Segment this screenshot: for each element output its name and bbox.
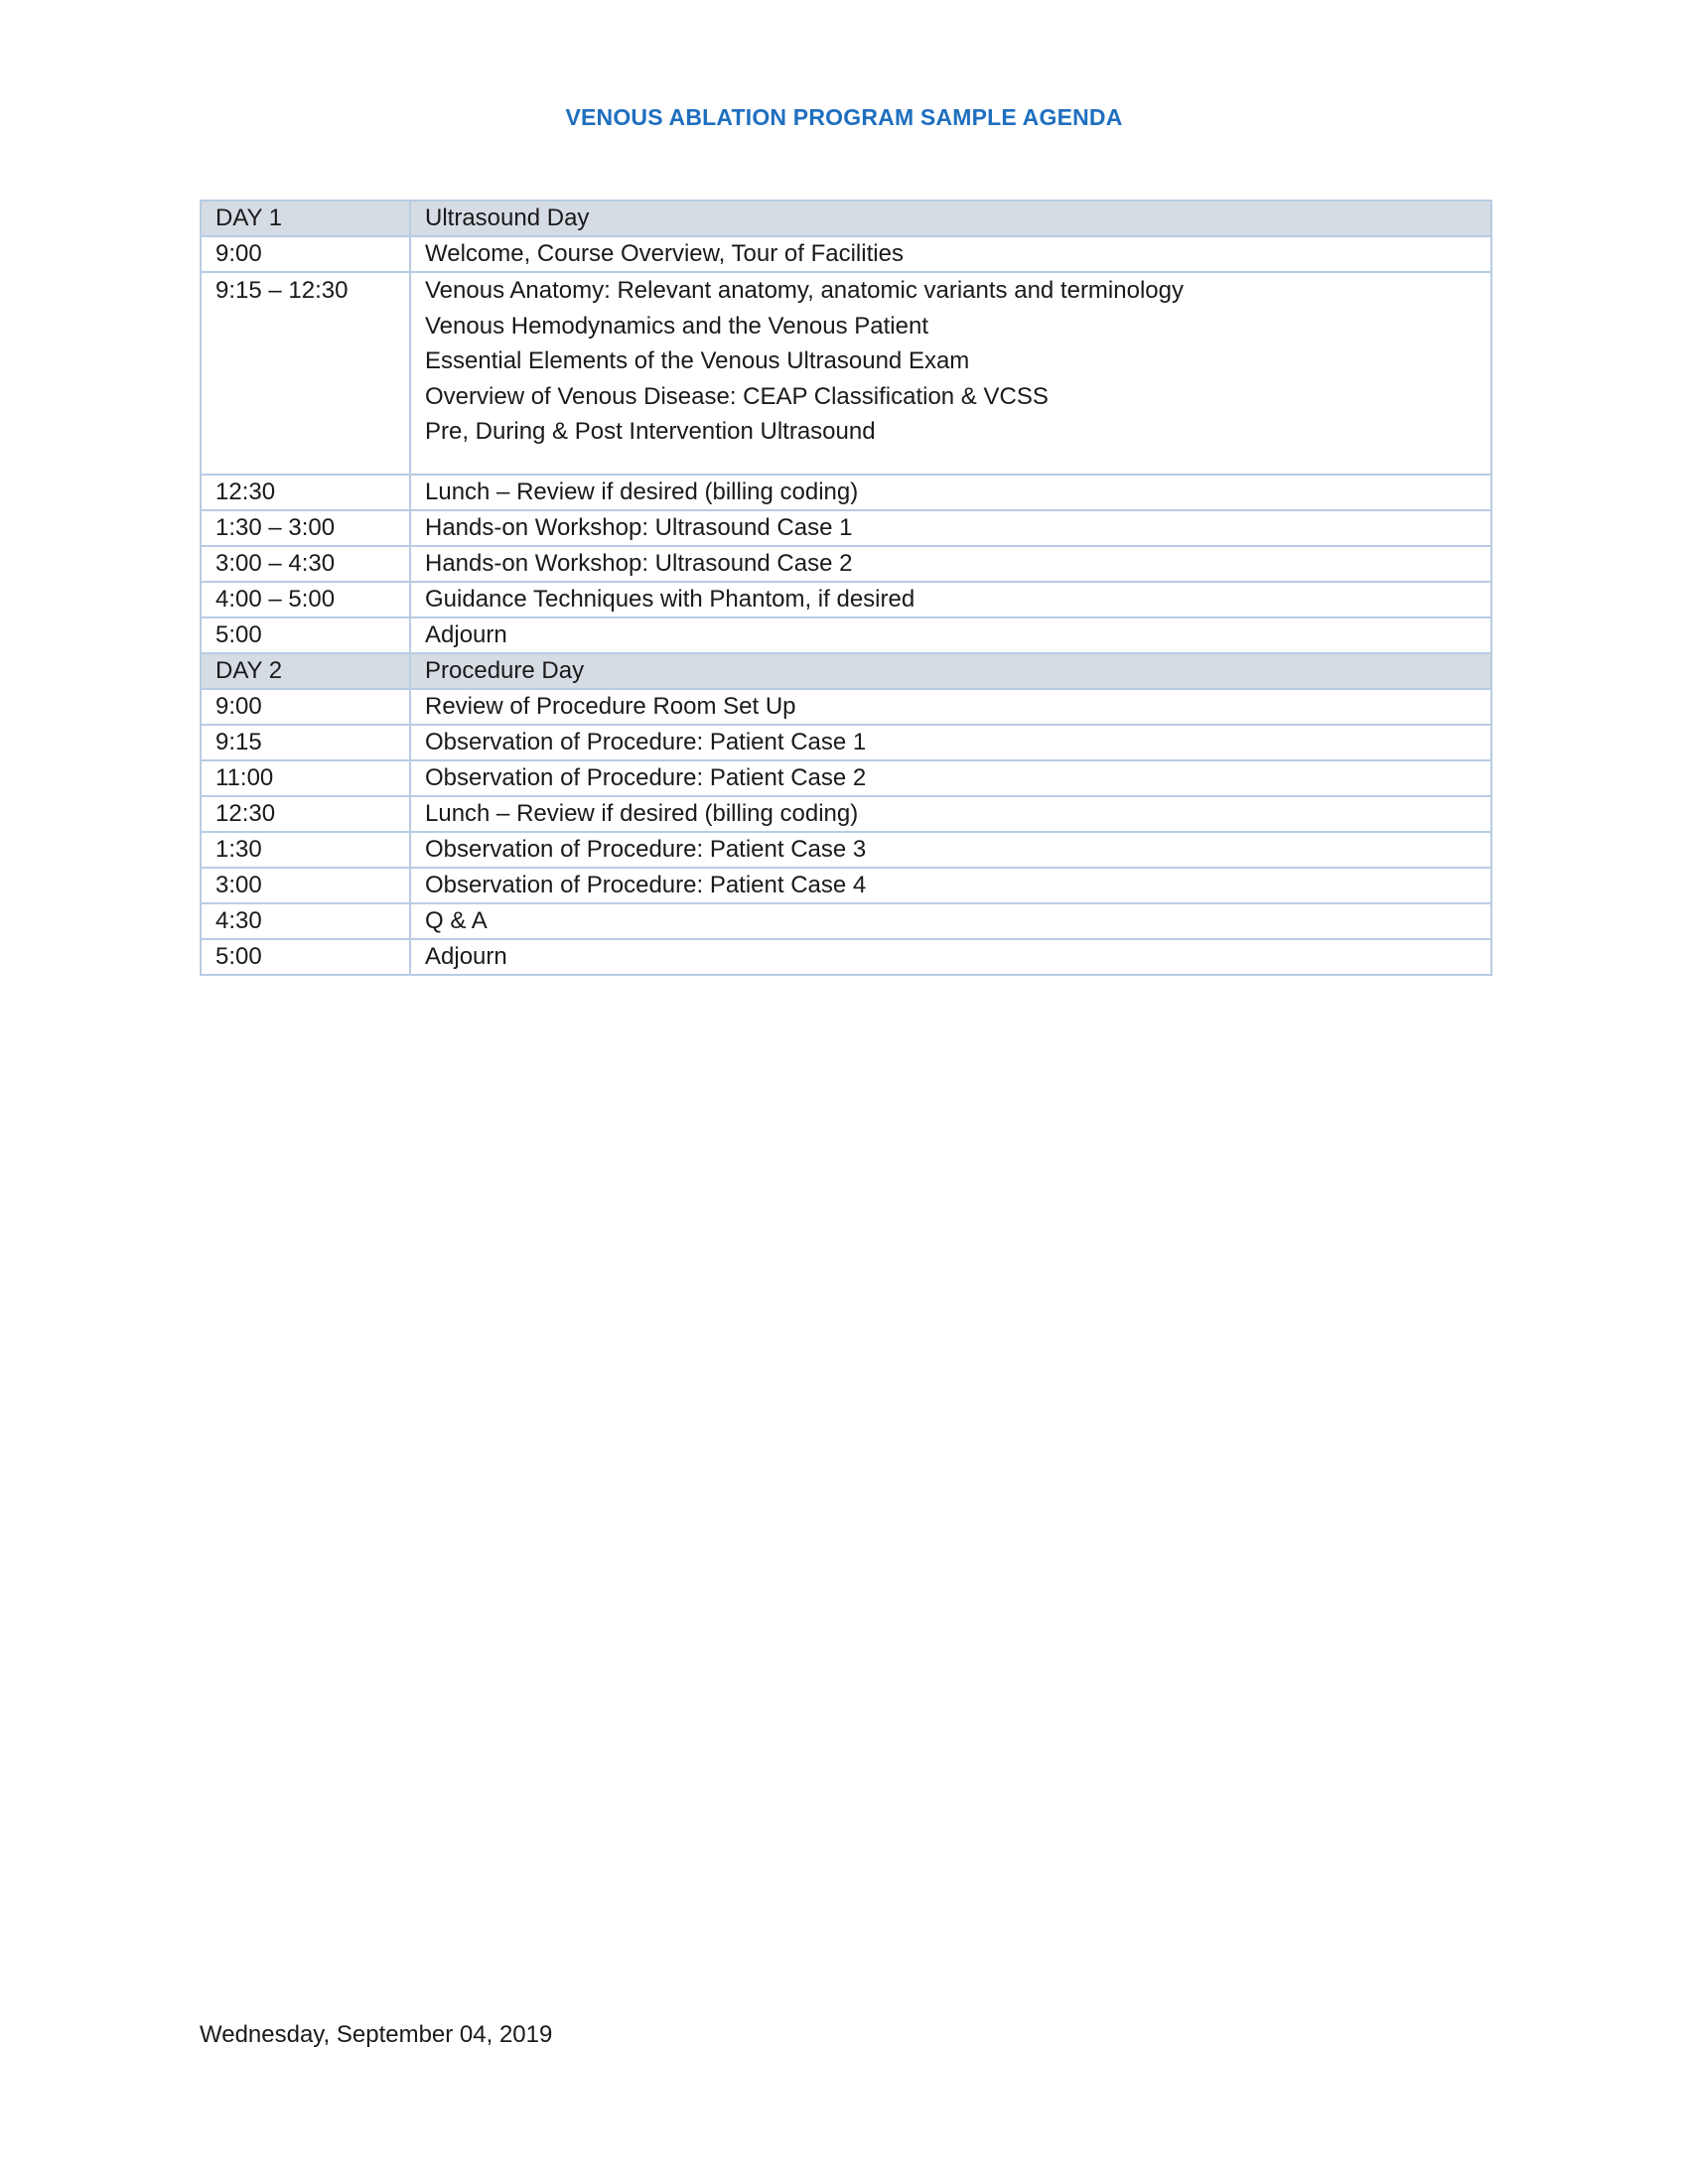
row-time: 1:30 [201, 832, 410, 868]
row-description: Observation of Procedure: Patient Case 2 [410, 760, 1491, 796]
table-row [201, 236, 1491, 272]
table-row [201, 272, 1491, 475]
table-row [201, 760, 1491, 796]
session-item: Pre, During & Post Intervention Ultrasound [425, 418, 876, 445]
table-row [201, 903, 1491, 939]
row-time: 1:30 – 3:00 [201, 510, 410, 546]
table-row [201, 939, 1491, 975]
row-description: Lunch – Review if desired (billing coding) [410, 475, 1491, 510]
table-row [201, 582, 1491, 617]
row-time: 9:00 [201, 689, 410, 725]
row-description: Adjourn [410, 617, 1491, 653]
day1-label: DAY 1 [201, 201, 410, 236]
session-item: Venous Anatomy: Relevant anatomy, anatomic variants and terminology [425, 277, 1184, 304]
table-row [201, 617, 1491, 653]
row-time: 3:00 – 4:30 [201, 546, 410, 582]
row-description: Observation of Procedure: Patient Case 4 [410, 868, 1491, 903]
row-description: Q & A [410, 903, 1491, 939]
table-row [201, 689, 1491, 725]
row-time-text: 9:15 – 12:30 [215, 277, 349, 304]
table-row [201, 868, 1491, 903]
row-time: 11:00 [201, 760, 410, 796]
footer-date: Wednesday, September 04, 2019 [200, 2021, 553, 2048]
row-time: 5:00 [201, 939, 410, 975]
row-description: Welcome, Course Overview, Tour of Facilities [410, 236, 1491, 272]
row-time: 12:30 [201, 475, 410, 510]
row-description: Observation of Procedure: Patient Case 3 [410, 832, 1491, 868]
table-row [201, 796, 1491, 832]
row-time: 12:30 [201, 796, 410, 832]
row-time: 3:00 [201, 868, 410, 903]
row-time: 9:00 [201, 236, 410, 272]
row-description [410, 272, 1491, 475]
session-item: Essential Elements of the Venous Ultrasound Exam [425, 347, 970, 374]
row-time: 4:30 [201, 903, 410, 939]
row-description: Review of Procedure Room Set Up [410, 689, 1491, 725]
table-row [201, 510, 1491, 546]
table-row [201, 475, 1491, 510]
row-description: Lunch – Review if desired (billing coding) [410, 796, 1491, 832]
row-description: Hands-on Workshop: Ultrasound Case 2 [410, 546, 1491, 582]
day1-name: Ultrasound Day [410, 201, 1491, 236]
agenda-table [200, 200, 1492, 976]
session-item: Overview of Venous Disease: CEAP Classification & VCSS [425, 382, 1049, 410]
page-title: VENOUS ABLATION PROGRAM SAMPLE AGENDA [565, 104, 1123, 130]
table-row [201, 725, 1491, 760]
row-description: Hands-on Workshop: Ultrasound Case 1 [410, 510, 1491, 546]
day2-header-row [201, 653, 1491, 689]
row-time: 4:00 – 5:00 [201, 582, 410, 617]
session-item: Venous Hemodynamics and the Venous Patient [425, 312, 928, 340]
row-description: Guidance Techniques with Phantom, if desired [410, 582, 1491, 617]
row-time: 9:15 [201, 725, 410, 760]
row-description: Observation of Procedure: Patient Case 1 [410, 725, 1491, 760]
table-row [201, 546, 1491, 582]
row-description: Adjourn [410, 939, 1491, 975]
row-time: 5:00 [201, 617, 410, 653]
row-time [201, 272, 410, 475]
day1-header-row [201, 201, 1491, 236]
day2-name: Procedure Day [410, 653, 1491, 689]
day2-label: DAY 2 [201, 653, 410, 689]
table-row [201, 832, 1491, 868]
